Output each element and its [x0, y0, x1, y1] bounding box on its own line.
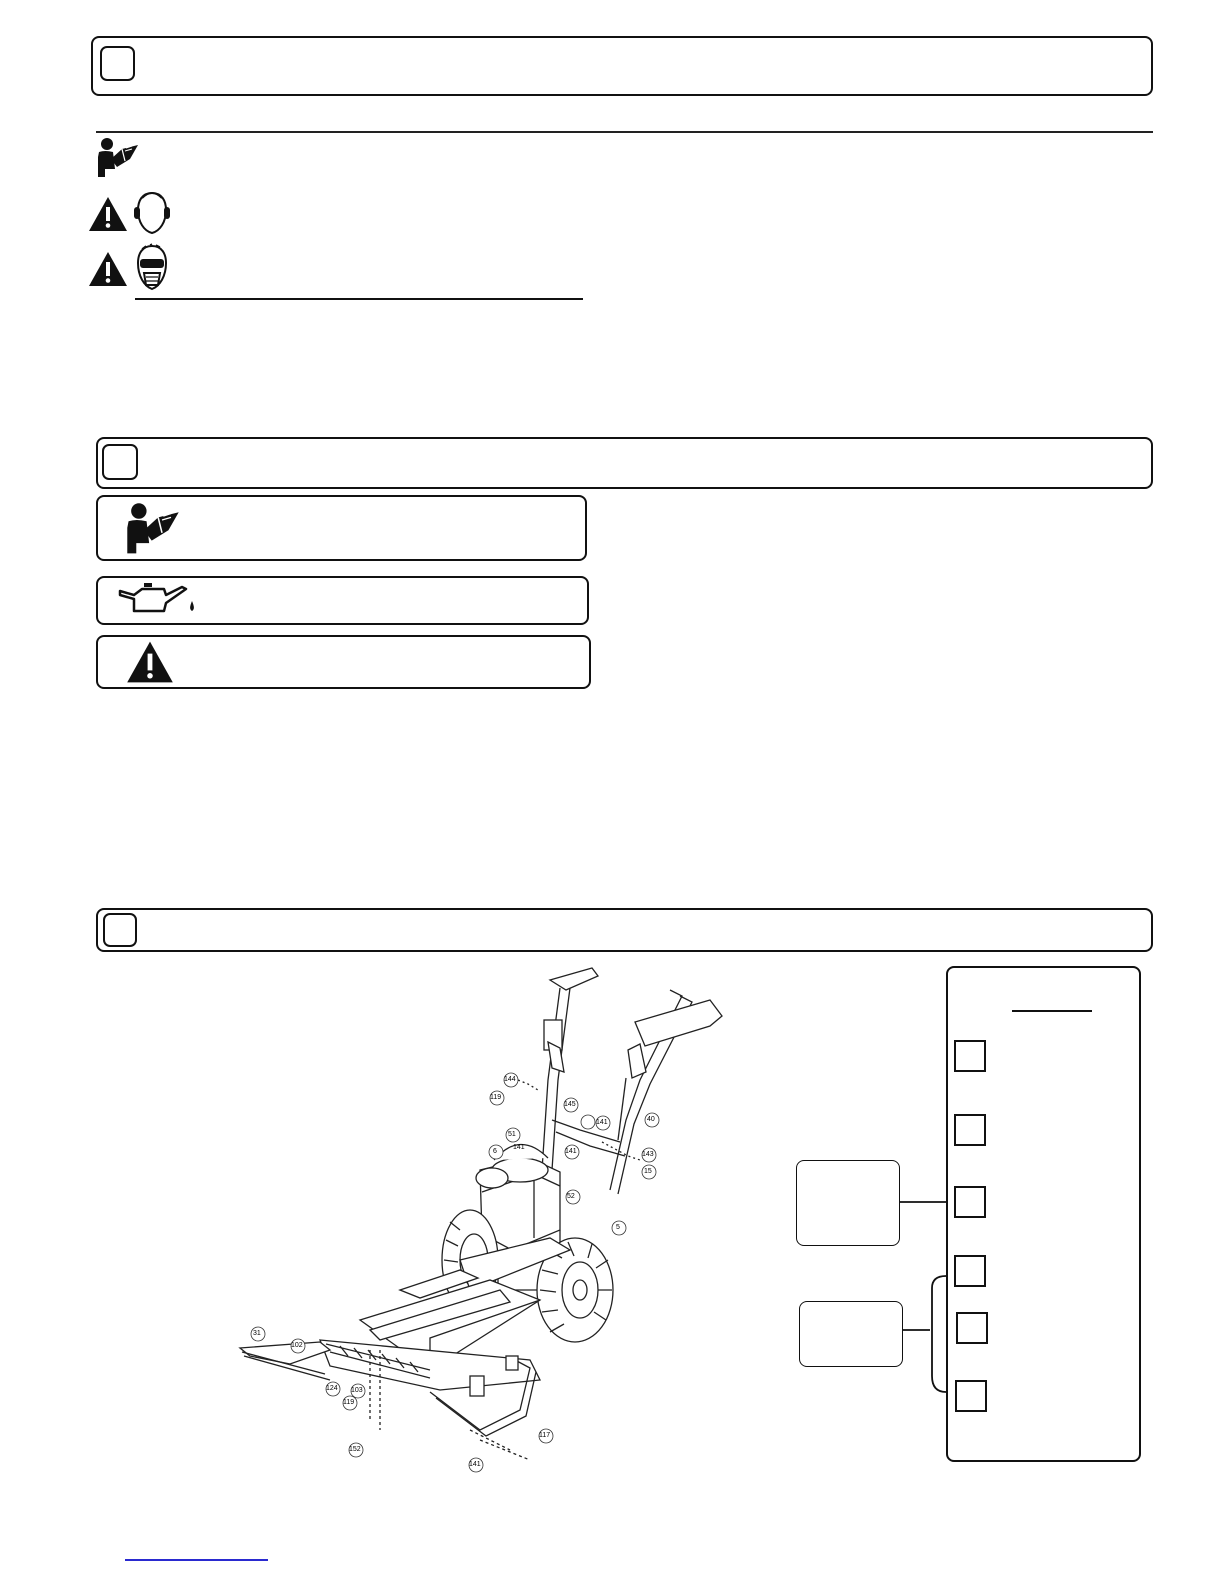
read-manual-icon	[95, 137, 141, 179]
section-1-divider	[96, 131, 1153, 133]
callout-label: 6	[493, 1148, 497, 1155]
footer-link-underline[interactable]	[125, 1559, 268, 1561]
callout-label: 15	[644, 1168, 652, 1175]
mower-exploded-diagram	[230, 960, 750, 1480]
warning-triangle-icon	[88, 196, 128, 232]
parts-panel-title-underline	[1012, 1010, 1092, 1012]
diagram-callouts	[230, 960, 750, 1480]
section-1-header-box	[91, 36, 1153, 96]
callout-label: 143	[642, 1151, 654, 1158]
warning-triangle-icon	[126, 640, 174, 684]
callout-label: 5	[616, 1224, 620, 1231]
parts-checkbox-2[interactable]	[954, 1114, 986, 1146]
callout-label: 117	[539, 1432, 551, 1439]
safety-icons-underline	[135, 298, 583, 300]
callout-label: 52	[567, 1193, 575, 1200]
section-2-number-box	[102, 444, 138, 480]
callout-label: 152	[349, 1446, 361, 1453]
callout-label: 31	[253, 1330, 261, 1337]
parts-group-label-box-lower	[799, 1301, 903, 1367]
hearing-protection-icon	[132, 190, 172, 238]
callout-label: 119	[490, 1094, 502, 1101]
parts-checkbox-4[interactable]	[954, 1255, 986, 1287]
parts-checkbox-1[interactable]	[954, 1040, 986, 1072]
section-3-header-box	[96, 908, 1153, 952]
section-1-number-box	[100, 46, 135, 81]
callout-label: 141	[596, 1119, 608, 1126]
warning-triangle-icon	[88, 251, 128, 287]
callout-label: 144	[504, 1076, 516, 1083]
parts-group-label-box-upper	[796, 1160, 900, 1246]
oil-can-icon	[116, 581, 198, 617]
callout-label: 40	[647, 1116, 655, 1123]
parts-checkbox-5[interactable]	[956, 1312, 988, 1344]
section-2-header-box	[96, 437, 1153, 489]
eye-protection-icon	[132, 243, 172, 293]
callout-label: 141	[513, 1144, 525, 1151]
callout-label: 51	[508, 1131, 516, 1138]
callout-label: 102	[291, 1342, 303, 1349]
callout-label: 119	[343, 1399, 355, 1406]
callout-label: 145	[564, 1101, 576, 1108]
callout-label: 141	[469, 1461, 481, 1468]
parts-checkbox-6[interactable]	[955, 1380, 987, 1412]
section-3-number-box	[103, 913, 137, 947]
callout-label: 124	[326, 1385, 338, 1392]
callout-label: 141	[565, 1148, 577, 1155]
parts-checkbox-3[interactable]	[954, 1186, 986, 1218]
read-manual-icon	[122, 502, 184, 556]
callout-label: 103	[351, 1387, 363, 1394]
